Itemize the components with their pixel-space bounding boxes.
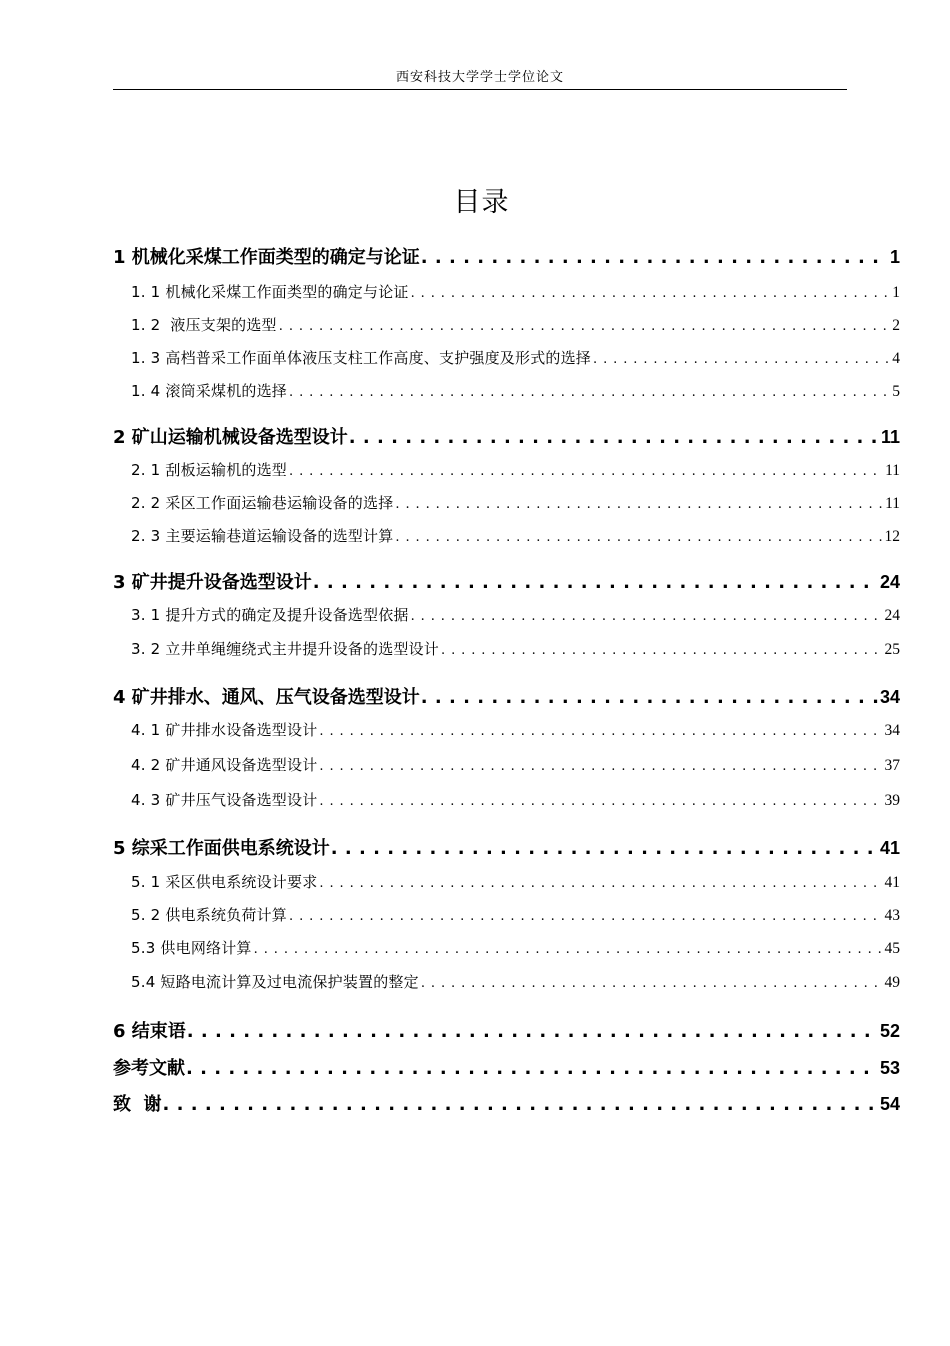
toc-entry-chapter[interactable] bbox=[113, 1090, 900, 1116]
dot-leader bbox=[421, 687, 878, 708]
toc-entry-page: 54 bbox=[879, 1094, 900, 1114]
dot-leader bbox=[331, 838, 878, 859]
toc-entry-title: 4. 2 矿井通风设备选型设计 bbox=[131, 756, 318, 774]
dot-leader bbox=[313, 572, 878, 593]
toc-entry-title: 1. 4 滚筒采煤机的选择 bbox=[131, 382, 287, 400]
toc-entry-page: 41 bbox=[879, 838, 900, 858]
dot-leader bbox=[289, 464, 883, 479]
toc-entry-title: 4. 3 矿井压气设备选型设计 bbox=[131, 791, 318, 809]
dot-leader bbox=[319, 794, 882, 809]
dot-leader bbox=[421, 247, 888, 268]
toc-entry-title: 1. 2 液压支架的选型 bbox=[131, 316, 277, 334]
toc-entry-title: 1 机械化采煤工作面类型的确定与论证 bbox=[113, 247, 420, 268]
toc-entry-title: 5 综采工作面供电系统设计 bbox=[113, 838, 330, 859]
toc-entry-section[interactable] bbox=[131, 525, 900, 546]
toc-entry-page: 11 bbox=[880, 427, 900, 447]
toc-entry-title: 2. 2 采区工作面运输巷运输设备的选择 bbox=[131, 494, 394, 512]
toc-entry-page: 41 bbox=[884, 874, 900, 891]
toc-entry-title: 3. 1 提升方式的确定及提升设备选型依据 bbox=[131, 606, 409, 624]
dot-leader bbox=[289, 385, 890, 400]
toc-entry-section[interactable] bbox=[131, 459, 900, 480]
dot-leader bbox=[411, 609, 883, 624]
toc-entry-title: 5. 1 采区供电系统设计要求 bbox=[131, 873, 318, 891]
toc-entry-page: 34 bbox=[879, 687, 900, 707]
dot-leader bbox=[411, 286, 891, 301]
toc-entry-title: 2. 3 主要运输巷道运输设备的选型计算 bbox=[131, 527, 394, 545]
toc-entry-page: 4 bbox=[892, 350, 900, 367]
toc-entry-page: 11 bbox=[885, 462, 900, 479]
toc-entry-section[interactable] bbox=[131, 971, 900, 992]
dot-leader bbox=[319, 876, 882, 891]
toc-entry-page: 34 bbox=[884, 722, 900, 739]
dot-leader bbox=[186, 1058, 878, 1079]
dot-leader bbox=[441, 643, 883, 658]
toc-entry-page: 25 bbox=[884, 641, 900, 658]
dot-leader bbox=[593, 352, 890, 367]
toc-entry-page: 12 bbox=[884, 528, 900, 545]
toc-entry-title: 6 结束语 bbox=[113, 1021, 186, 1042]
toc-entry-title: 参考文献 bbox=[113, 1058, 185, 1079]
toc-entry-page: 1 bbox=[889, 247, 900, 267]
toc-entry-page: 39 bbox=[884, 792, 900, 809]
toc-entry-title: 5.3 供电网络计算 bbox=[131, 939, 252, 957]
toc-entry-chapter[interactable] bbox=[113, 1017, 900, 1043]
toc-entry-section[interactable] bbox=[131, 904, 900, 925]
toc-entry-section[interactable] bbox=[131, 380, 900, 401]
dot-leader bbox=[319, 759, 882, 774]
toc-entry-chapter[interactable] bbox=[113, 568, 900, 594]
toc-entry-section[interactable] bbox=[131, 492, 900, 513]
toc-entry-page: 24 bbox=[884, 607, 900, 624]
toc-entry-chapter[interactable] bbox=[113, 243, 900, 269]
toc-entry-page: 11 bbox=[885, 495, 900, 512]
header-rule bbox=[113, 89, 847, 90]
toc-entry-section[interactable] bbox=[131, 871, 900, 892]
dot-leader bbox=[319, 724, 882, 739]
toc-entry-page: 2 bbox=[892, 317, 900, 334]
toc-entry-section[interactable] bbox=[131, 789, 900, 810]
toc-entry-title: 5. 2 供电系统负荷计算 bbox=[131, 906, 287, 924]
toc-entry-chapter[interactable] bbox=[113, 683, 900, 709]
toc-entry-chapter[interactable] bbox=[113, 1054, 900, 1080]
toc-entry-page: 45 bbox=[884, 940, 900, 957]
toc-entry-section[interactable] bbox=[131, 937, 900, 958]
dot-leader bbox=[187, 1021, 878, 1042]
toc-entry-page: 52 bbox=[879, 1021, 900, 1041]
toc-entry-section[interactable] bbox=[131, 281, 900, 302]
toc-entry-page: 1 bbox=[892, 284, 900, 301]
dot-leader bbox=[163, 1094, 878, 1115]
dot-leader bbox=[279, 319, 890, 334]
toc-title: 目录 bbox=[453, 187, 510, 218]
toc-entry-page: 24 bbox=[879, 572, 900, 592]
toc-entry-section[interactable] bbox=[131, 719, 900, 740]
toc-entry-title: 2. 1 刮板运输机的选型 bbox=[131, 461, 287, 479]
toc-entry-title: 3. 2 立井单绳缠绕式主井提升设备的选型设计 bbox=[131, 640, 439, 658]
toc-entry-section[interactable] bbox=[131, 347, 900, 368]
dot-leader bbox=[349, 427, 879, 448]
dot-leader bbox=[289, 909, 883, 924]
toc-entry-title: 1. 1 机械化采煤工作面类型的确定与论证 bbox=[131, 283, 409, 301]
dot-leader bbox=[421, 976, 883, 991]
page-header: 西安科技大学学士学位论文 bbox=[395, 70, 564, 85]
toc-entry-section[interactable] bbox=[131, 754, 900, 775]
toc-entry-title: 1. 3 高档普采工作面单体液压支柱工作高度、支护强度及形式的选择 bbox=[131, 349, 591, 367]
toc-entry-title: 3 矿井提升设备选型设计 bbox=[113, 572, 312, 593]
toc-entry-page: 53 bbox=[879, 1058, 900, 1078]
toc-entry-page: 43 bbox=[884, 907, 900, 924]
dot-leader bbox=[254, 942, 883, 957]
toc-entry-page: 49 bbox=[884, 974, 900, 991]
dot-leader bbox=[395, 530, 882, 545]
toc-entry-title: 2 矿山运输机械设备选型设计 bbox=[113, 427, 348, 448]
toc-entry-section[interactable] bbox=[131, 314, 900, 335]
toc-entry-title: 4. 1 矿井排水设备选型设计 bbox=[131, 721, 318, 739]
toc-entry-page: 5 bbox=[892, 383, 900, 400]
dot-leader bbox=[395, 497, 883, 512]
toc-entry-title: 致 谢 bbox=[113, 1094, 162, 1115]
toc-entry-section[interactable] bbox=[131, 638, 900, 659]
toc-entry-title: 5.4 短路电流计算及过电流保护装置的整定 bbox=[131, 973, 419, 991]
toc-entry-title: 4 矿井排水、通风、压气设备选型设计 bbox=[113, 687, 420, 708]
toc-entry-chapter[interactable] bbox=[113, 423, 900, 449]
toc-entry-section[interactable] bbox=[131, 604, 900, 625]
toc-entry-chapter[interactable] bbox=[113, 834, 900, 860]
toc-entry-page: 37 bbox=[884, 757, 900, 774]
